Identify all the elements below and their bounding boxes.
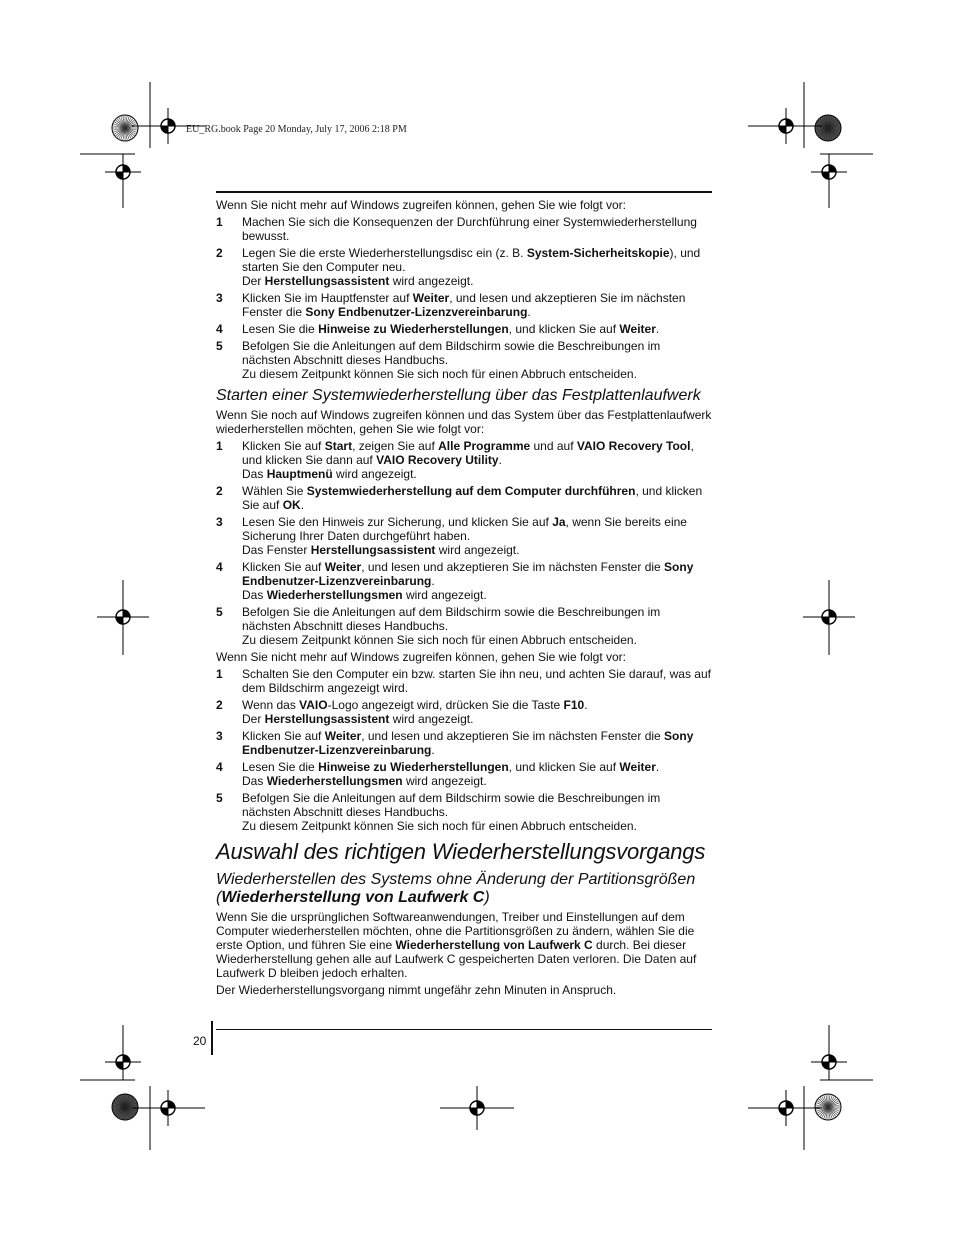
main-heading: Auswahl des richtigen Wiederherstellungsvorgangs bbox=[216, 839, 706, 864]
text-run: und auf bbox=[530, 439, 577, 453]
target-quadrant bbox=[168, 1101, 175, 1108]
text-run: ) bbox=[484, 889, 490, 906]
text-run: ), und starten Sie den Computer neu. bbox=[242, 246, 701, 274]
bold-term: Weiter bbox=[619, 322, 656, 336]
text-run: Wenn Sie die ursprünglichen Softwareanwendungen, Treiber und Einstellungen auf dem Computer wiederherstellen möchten, ohne die Partitionsgrößen zu ändern, wählen Sie die erste Option, und führen Sie eine bbox=[216, 910, 695, 952]
page-number: 20 bbox=[193, 1034, 207, 1048]
step-line bbox=[242, 291, 712, 319]
footer-bar bbox=[211, 1021, 213, 1055]
bold-term: Wiederherstellungsmen bbox=[266, 774, 403, 788]
text-run: durch. Bei dieser Wiederherstellung gehen alle auf Laufwerk C gespeicherten Daten verloren. Die Daten auf Laufwerk D bleiben jedoch erhalten. bbox=[216, 938, 697, 980]
text-run: Das bbox=[242, 588, 267, 602]
text-run: Zu diesem Zeitpunkt können Sie sich noch für einen Abbruch entscheiden. bbox=[242, 633, 637, 647]
text-run: wird angezeigt. bbox=[389, 712, 474, 726]
step-line bbox=[242, 560, 712, 588]
text-run: Zu diesem Zeitpunkt können Sie sich noch für einen Abbruch entscheiden. bbox=[242, 819, 637, 833]
text-run: , und lesen und akzeptieren Sie im nächsten Fenster die bbox=[361, 560, 665, 574]
step-number: 4 bbox=[216, 322, 223, 336]
bold-term: Weiter bbox=[619, 760, 656, 774]
bold-term: Sony Endbenutzer-Lizenzvereinbarung bbox=[305, 305, 528, 319]
step-line bbox=[242, 484, 712, 512]
step-text bbox=[242, 605, 712, 647]
text-run: Klicken Sie im Hauptfenster auf bbox=[242, 291, 413, 305]
step-text bbox=[242, 760, 712, 788]
step-item bbox=[216, 667, 712, 695]
step-text bbox=[242, 729, 712, 757]
target-quadrant bbox=[123, 165, 130, 172]
text-run: . bbox=[655, 322, 660, 336]
step-text bbox=[242, 339, 712, 381]
step-text bbox=[242, 791, 712, 833]
bold-term: Alle Programme bbox=[438, 439, 531, 453]
target-quadrant bbox=[116, 1062, 123, 1069]
bold-term: Weiter bbox=[412, 291, 450, 305]
steps-list-1 bbox=[216, 215, 712, 381]
text-run: Lesen Sie den Hinweis zur Sicherung, und klicken Sie auf bbox=[242, 515, 553, 529]
text-run: , und lesen und akzeptieren Sie im nächsten Fenster die bbox=[242, 291, 686, 319]
step-line bbox=[242, 215, 712, 243]
bold-term: Ja bbox=[552, 515, 566, 529]
target-quadrant bbox=[822, 172, 829, 179]
step-item bbox=[216, 791, 712, 833]
page-body bbox=[216, 198, 712, 1000]
text-run: . bbox=[300, 498, 305, 512]
target-quadrant bbox=[829, 165, 836, 172]
target-quadrant bbox=[123, 610, 130, 617]
step-number: 5 bbox=[216, 791, 223, 805]
text-run: Klicken Sie auf bbox=[242, 729, 325, 743]
step-number: 2 bbox=[216, 484, 223, 498]
text-run: Zu diesem Zeitpunkt können Sie sich noch für einen Abbruch entscheiden. bbox=[242, 367, 637, 381]
text-run: Machen Sie sich die Konsequenzen der Durchführung einer Systemwiederherstellung bewusst. bbox=[242, 215, 697, 243]
step-text bbox=[242, 560, 712, 602]
bold-term: Start bbox=[324, 439, 353, 453]
step-item bbox=[216, 760, 712, 788]
target-quadrant bbox=[116, 172, 123, 179]
target-quadrant bbox=[123, 1055, 130, 1062]
target-quadrant bbox=[822, 1062, 829, 1069]
step-line bbox=[242, 698, 712, 712]
target-quadrant bbox=[161, 1108, 168, 1115]
text-run: Der bbox=[242, 274, 265, 288]
text-run: Befolgen Sie die Anleitungen auf dem Bildschirm sowie die Beschreibungen im nächsten Abschnitt dieses Handbuchs. bbox=[242, 605, 661, 633]
step-item bbox=[216, 605, 712, 647]
text-run: -Logo angezeigt wird, drücken Sie die Taste bbox=[327, 698, 564, 712]
bold-term: Wiederherstellungsmen bbox=[266, 588, 403, 602]
bold-term: Wiederherstellung von Laufwerk C bbox=[395, 938, 593, 952]
step-line bbox=[242, 439, 712, 467]
target-quadrant bbox=[168, 119, 175, 126]
step-number: 4 bbox=[216, 760, 223, 774]
step-number: 3 bbox=[216, 515, 223, 529]
step-line bbox=[242, 633, 712, 647]
step-line bbox=[242, 339, 712, 367]
text-run: , und lesen und akzeptieren Sie im nächsten Fenster die bbox=[361, 729, 665, 743]
bold-term: Sony Endbenutzer-Lizenzvereinbarung bbox=[242, 729, 694, 757]
text-run: , und klicken Sie auf bbox=[508, 760, 620, 774]
steps-list-2 bbox=[216, 439, 712, 647]
step-text bbox=[242, 698, 712, 726]
paragraph-drive-c bbox=[216, 910, 712, 980]
text-run: wird angezeigt. bbox=[402, 588, 487, 602]
bold-term: Sony Endbenutzer-Lizenzvereinbarung bbox=[242, 560, 694, 588]
steps-list-3 bbox=[216, 667, 712, 833]
step-text bbox=[242, 439, 712, 481]
text-run: , zeigen Sie auf bbox=[352, 439, 439, 453]
text-run: Lesen Sie die bbox=[242, 322, 319, 336]
bold-term: Hauptmenü bbox=[266, 467, 333, 481]
step-number: 3 bbox=[216, 729, 223, 743]
section-title-hdd-recovery: Starten einer Systemwiederherstellung über das Festplattenlaufwerk bbox=[216, 387, 701, 404]
step-line bbox=[242, 605, 712, 633]
text-run: Befolgen Sie die Anleitungen auf dem Bildschirm sowie die Beschreibungen im nächsten Abschnitt dieses Handbuchs. bbox=[242, 339, 661, 367]
text-run: , wenn Sie bereits eine Sicherung Ihrer Daten durchgeführt haben. bbox=[242, 515, 687, 543]
step-line bbox=[242, 791, 712, 819]
bottom-rule bbox=[216, 1029, 712, 1030]
text-run: . bbox=[527, 305, 531, 319]
bold-term: OK bbox=[282, 498, 301, 512]
step-text bbox=[242, 667, 712, 695]
text-run: , und klicken Sie auf bbox=[508, 322, 620, 336]
step-text bbox=[242, 515, 712, 557]
text-run: , und klicken Sie auf bbox=[242, 484, 703, 512]
step-line bbox=[242, 543, 712, 557]
text-run: . bbox=[431, 743, 435, 757]
step-number: 1 bbox=[216, 215, 223, 229]
bold-term: Hinweise zu Wiederherstellungen bbox=[318, 760, 509, 774]
text-run: wird angezeigt. bbox=[332, 467, 417, 481]
step-item bbox=[216, 515, 712, 557]
target-quadrant bbox=[470, 1108, 477, 1115]
step-number: 5 bbox=[216, 339, 223, 353]
step-item bbox=[216, 484, 712, 512]
text-run: wird angezeigt. bbox=[435, 543, 520, 557]
target-quadrant bbox=[161, 126, 168, 133]
step-item bbox=[216, 439, 712, 481]
step-text bbox=[242, 322, 712, 336]
step-text bbox=[242, 215, 712, 243]
target-quadrant bbox=[786, 1101, 793, 1108]
text-run: Legen Sie die erste Wiederherstellungsdisc ein (z. B. bbox=[242, 246, 527, 260]
text-run: . bbox=[584, 698, 588, 712]
print-slug-header: EU_RG.book Page 20 Monday, July 17, 2006 2:18 PM bbox=[186, 124, 407, 135]
bold-term: Weiter bbox=[324, 729, 362, 743]
bold-term: Herstellungsassistent bbox=[264, 712, 390, 726]
text-run: , und klicken Sie dann auf bbox=[242, 439, 694, 467]
step-line bbox=[242, 467, 712, 481]
target-quadrant bbox=[779, 126, 786, 133]
step-item bbox=[216, 246, 712, 288]
step-number: 1 bbox=[216, 439, 223, 453]
bold-term: VAIO Recovery Tool bbox=[576, 439, 691, 453]
target-quadrant bbox=[786, 119, 793, 126]
step-number: 1 bbox=[216, 667, 223, 681]
intro-offline-2: Wenn Sie nicht mehr auf Windows zugreifen können, gehen Sie wie folgt vor: bbox=[216, 650, 627, 664]
text-run: Das bbox=[242, 774, 267, 788]
step-number: 3 bbox=[216, 291, 223, 305]
text-run: Befolgen Sie die Anleitungen auf dem Bildschirm sowie die Beschreibungen im nächsten Abschnitt dieses Handbuchs. bbox=[242, 791, 661, 819]
step-text bbox=[242, 246, 712, 288]
step-line bbox=[242, 367, 712, 381]
text-run: . bbox=[498, 453, 502, 467]
step-item bbox=[216, 560, 712, 602]
step-number: 2 bbox=[216, 246, 223, 260]
step-text bbox=[242, 484, 712, 512]
text-run: Das bbox=[242, 467, 267, 481]
step-item bbox=[216, 729, 712, 757]
target-quadrant bbox=[116, 617, 123, 624]
step-item bbox=[216, 215, 712, 243]
text-run: wird angezeigt. bbox=[402, 774, 487, 788]
step-item bbox=[216, 291, 712, 319]
bold-term: VAIO bbox=[299, 698, 328, 712]
step-number: 2 bbox=[216, 698, 223, 712]
target-quadrant bbox=[779, 1108, 786, 1115]
text-run: Wiederherstellen des Systems ohne Änderung der Partitionsgrößen ( bbox=[216, 871, 696, 906]
text-run: . bbox=[431, 574, 435, 588]
step-number: 5 bbox=[216, 605, 223, 619]
text-run: Klicken Sie auf bbox=[242, 560, 325, 574]
step-line bbox=[242, 274, 712, 288]
step-item bbox=[216, 698, 712, 726]
step-line bbox=[242, 729, 712, 757]
step-line bbox=[242, 774, 712, 788]
text-run: Der bbox=[242, 712, 265, 726]
step-item bbox=[216, 322, 712, 336]
text-run: Lesen Sie die bbox=[242, 760, 319, 774]
target-quadrant bbox=[477, 1101, 484, 1108]
target-quadrant bbox=[829, 1055, 836, 1062]
bold-term: VAIO Recovery Utility bbox=[376, 453, 499, 467]
text-run: Wenn das bbox=[242, 698, 300, 712]
bold-term: Herstellungsassistent bbox=[264, 274, 390, 288]
step-item bbox=[216, 339, 712, 381]
step-line bbox=[242, 760, 712, 774]
target-quadrant bbox=[829, 610, 836, 617]
top-rule bbox=[216, 191, 712, 193]
bold-term: Herstellungsassistent bbox=[310, 543, 436, 557]
bold-term: Wiederherstellung von Laufwerk C bbox=[221, 889, 485, 906]
step-line bbox=[242, 819, 712, 833]
step-line bbox=[242, 515, 712, 543]
step-line bbox=[242, 667, 712, 695]
step-line bbox=[242, 588, 712, 602]
text-run: . bbox=[655, 760, 660, 774]
paragraph-duration: Der Wiederherstellungsvorgang nimmt ungefähr zehn Minuten in Anspruch. bbox=[216, 983, 617, 997]
step-line bbox=[242, 712, 712, 726]
intro-offline-1: Wenn Sie nicht mehr auf Windows zugreifen können, gehen Sie wie folgt vor: bbox=[216, 198, 627, 212]
text-run: Schalten Sie den Computer ein bzw. starten Sie ihn neu, und achten Sie darauf, was auf dem Bildschirm angezeigt wird. bbox=[242, 667, 711, 695]
intro-online: Wenn Sie noch auf Windows zugreifen können und das System über das Festplattenlaufwerk wiederherstellen möchten, gehen Sie wie folgt vor: bbox=[216, 408, 712, 436]
bold-term: System-Sicherheitskopie bbox=[526, 246, 670, 260]
text-run: Das Fenster bbox=[242, 543, 311, 557]
step-text bbox=[242, 291, 712, 319]
section-title-drive-c bbox=[216, 871, 712, 907]
step-number: 4 bbox=[216, 560, 223, 574]
step-line bbox=[242, 246, 712, 274]
text-run: wird angezeigt. bbox=[389, 274, 474, 288]
bold-term: Systemwiederherstellung auf dem Computer durchführen bbox=[306, 484, 636, 498]
bold-term: Hinweise zu Wiederherstellungen bbox=[318, 322, 509, 336]
step-line bbox=[242, 322, 712, 336]
bold-term: F10 bbox=[563, 698, 585, 712]
text-run: Klicken Sie auf bbox=[242, 439, 325, 453]
target-quadrant bbox=[822, 617, 829, 624]
text-run: Wählen Sie bbox=[242, 484, 307, 498]
bold-term: Weiter bbox=[324, 560, 362, 574]
